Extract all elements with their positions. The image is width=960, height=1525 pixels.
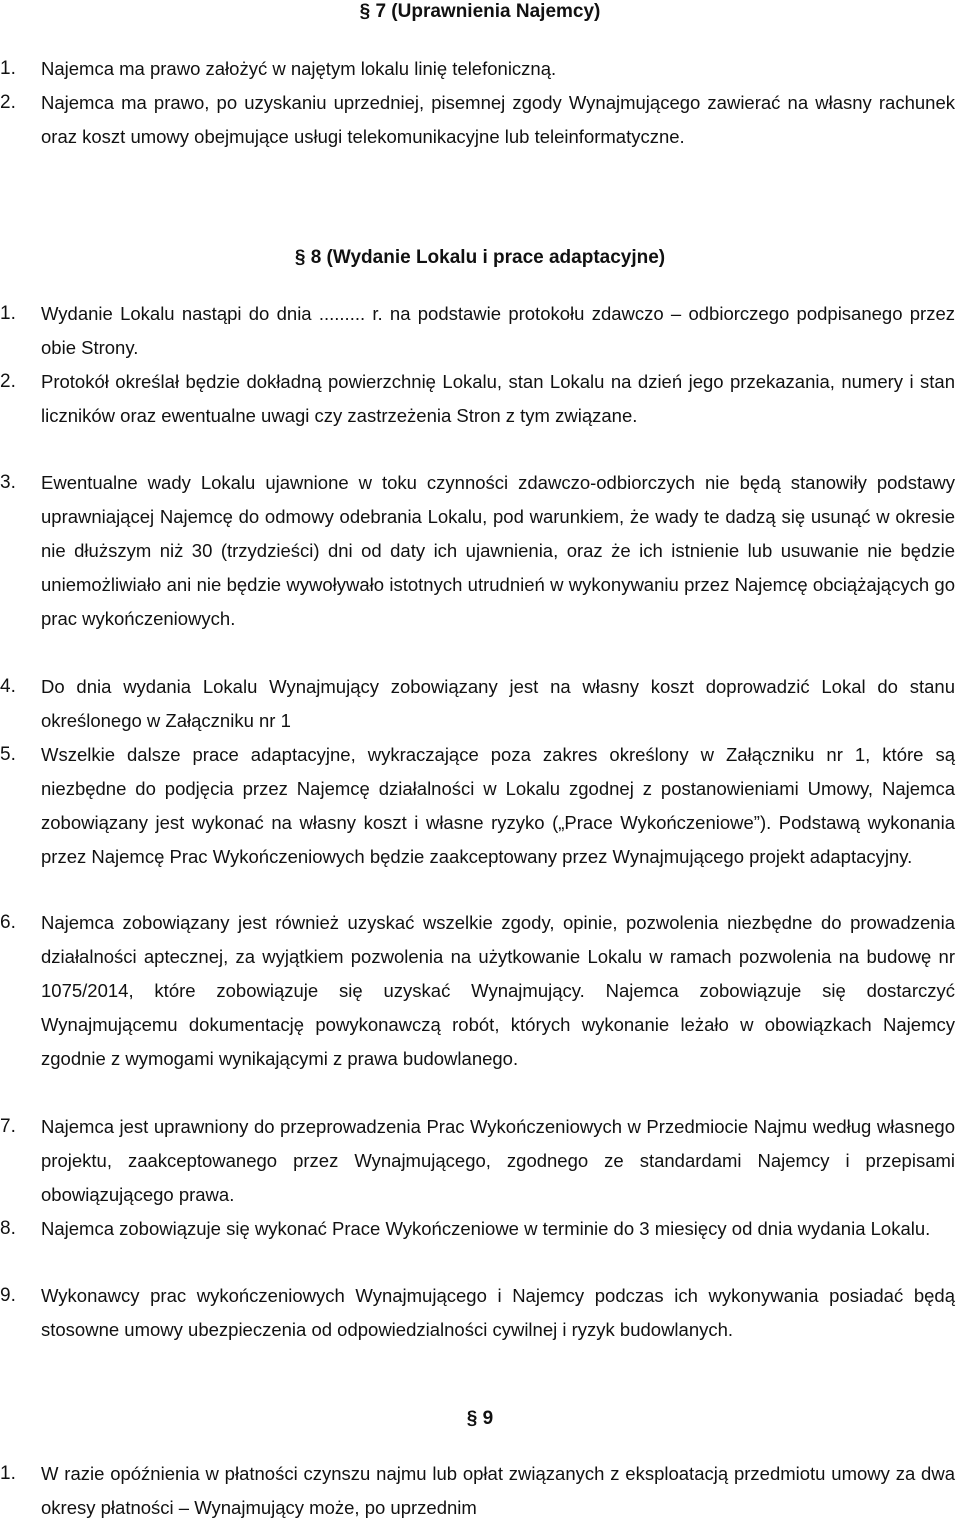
item-number: 1. <box>0 1463 16 1484</box>
item-text: Najemca ma prawo, po uzyskaniu uprzedniej, pisemnej zgody Wynajmującego zawierać na własny rachunek oraz koszt umowy obejmujące usługi telekomunikacyjne lub teleinformatyczne. <box>41 92 955 147</box>
item-number: 8. <box>0 1218 16 1239</box>
item-text: Do dnia wydania Lokalu Wynajmujący zobowiązany jest na własny koszt doprowadzić Lokal do stanu określonego w Załączniku nr 1 <box>41 676 955 731</box>
item-text: Najemca ma prawo założyć w najętym lokalu linię telefoniczną. <box>41 58 557 79</box>
item-number: 7. <box>0 1116 16 1137</box>
item-number: 2. <box>0 92 16 113</box>
item-number: 9. <box>0 1285 16 1306</box>
item-number: 2. <box>0 371 16 392</box>
item-number: 4. <box>0 676 16 697</box>
item-number: 1. <box>0 303 16 324</box>
section-9-heading: § 9 <box>466 1408 494 1429</box>
item-text: Wszelkie dalsze prace adaptacyjne, wykraczające poza zakres określony w Załączniku nr 1, które są niezbędne do podjęcia przez Najemcę działalności w Lokalu zgodnej z postanowieniami Umowy, Najemca zobowiązany jest wykonać na własny koszt i własne ryzyko („Prace Wykończeniowe”). Podstawą wykonania przez Najemcę Prac Wykończeniowych będzie zaakceptowany przez Wynajmującego projekt adaptacyjny. <box>41 744 955 867</box>
item-text: Wykonawcy prac wykończeniowych Wynajmującego i Najemcy podczas ich wykonywania posiadać będą stosowne umowy ubezpieczenia od odpowiedzialności cywilnej i ryzyk budowlanych. <box>41 1285 955 1340</box>
item-number: 3. <box>0 472 16 493</box>
item-text: Ewentualne wady Lokalu ujawnione w toku czynności zdawczo-odbiorczych nie będą stanowiły podstawy uprawniającej Najemcę do odmowy odebrania Lokalu, pod warunkiem, że wady te dadzą się usunąć w okresie nie dłuższym niż 30 (trzydzieści) dni od daty ich ujawnienia, oraz że ich istnienie lub usuwanie nie będzie uniemożliwiało ani nie będzie wywoływało istotnych utrudnień w wykonywaniu przez Najemcę obciążających go prac wykończeniowych. <box>41 472 955 629</box>
item-number: 6. <box>0 912 16 933</box>
item-number: 5. <box>0 744 16 765</box>
item-text: Najemca zobowiązany jest również uzyskać wszelkie zgody, opinie, pozwolenia niezbędne do prowadzenia działalności aptecznej, za wyjątkiem pozwolenia na użytkowanie Lokalu w ramach pozwolenia na budowę nr 1075/2014, które zobowiązuje się uzyskać Wynajmujący. Najemca zobowiązuje się dostarczyć Wynajmującemu dokumentację powykonawczą robót, których wykonanie leżało w obowiązkach Najemcy zgodnie z wymogami wynikającymi z prawa budowlanego. <box>41 912 955 1069</box>
item-number: 1. <box>0 58 16 79</box>
item-text: W razie opóźnienia w płatności czynszu najmu lub opłat związanych z eksploatacją przedmiotu umowy za dwa okresy płatności – Wynajmujący może, po uprzednim <box>41 1463 955 1518</box>
item-text: Najemca zobowiązuje się wykonać Prace Wykończeniowe w terminie do 3 miesięcy od dnia wydania Lokalu. <box>41 1218 931 1239</box>
section-7-heading: § 7 (Uprawnienia Najemcy) <box>359 1 601 22</box>
item-text: Wydanie Lokalu nastąpi do dnia ......... r. na podstawie protokołu zdawczo – odbiorczego podpisanego przez obie Strony. <box>41 303 955 358</box>
item-text: Protokół określał będzie dokładną powierzchnię Lokalu, stan Lokalu na dzień jego przekazania, numery i stan liczników oraz ewentualne uwagi czy zastrzeżenia Stron z tym związane. <box>41 371 955 426</box>
item-text: Najemca jest uprawniony do przeprowadzenia Prac Wykończeniowych w Przedmiocie Najmu według własnego projektu, zaakceptowanego przez Wynajmującego, zgodnego ze standardami Najemcy i przepisami obowiązującego prawa. <box>41 1116 955 1205</box>
section-8-heading: § 8 (Wydanie Lokalu i prace adaptacyjne) <box>294 247 666 268</box>
